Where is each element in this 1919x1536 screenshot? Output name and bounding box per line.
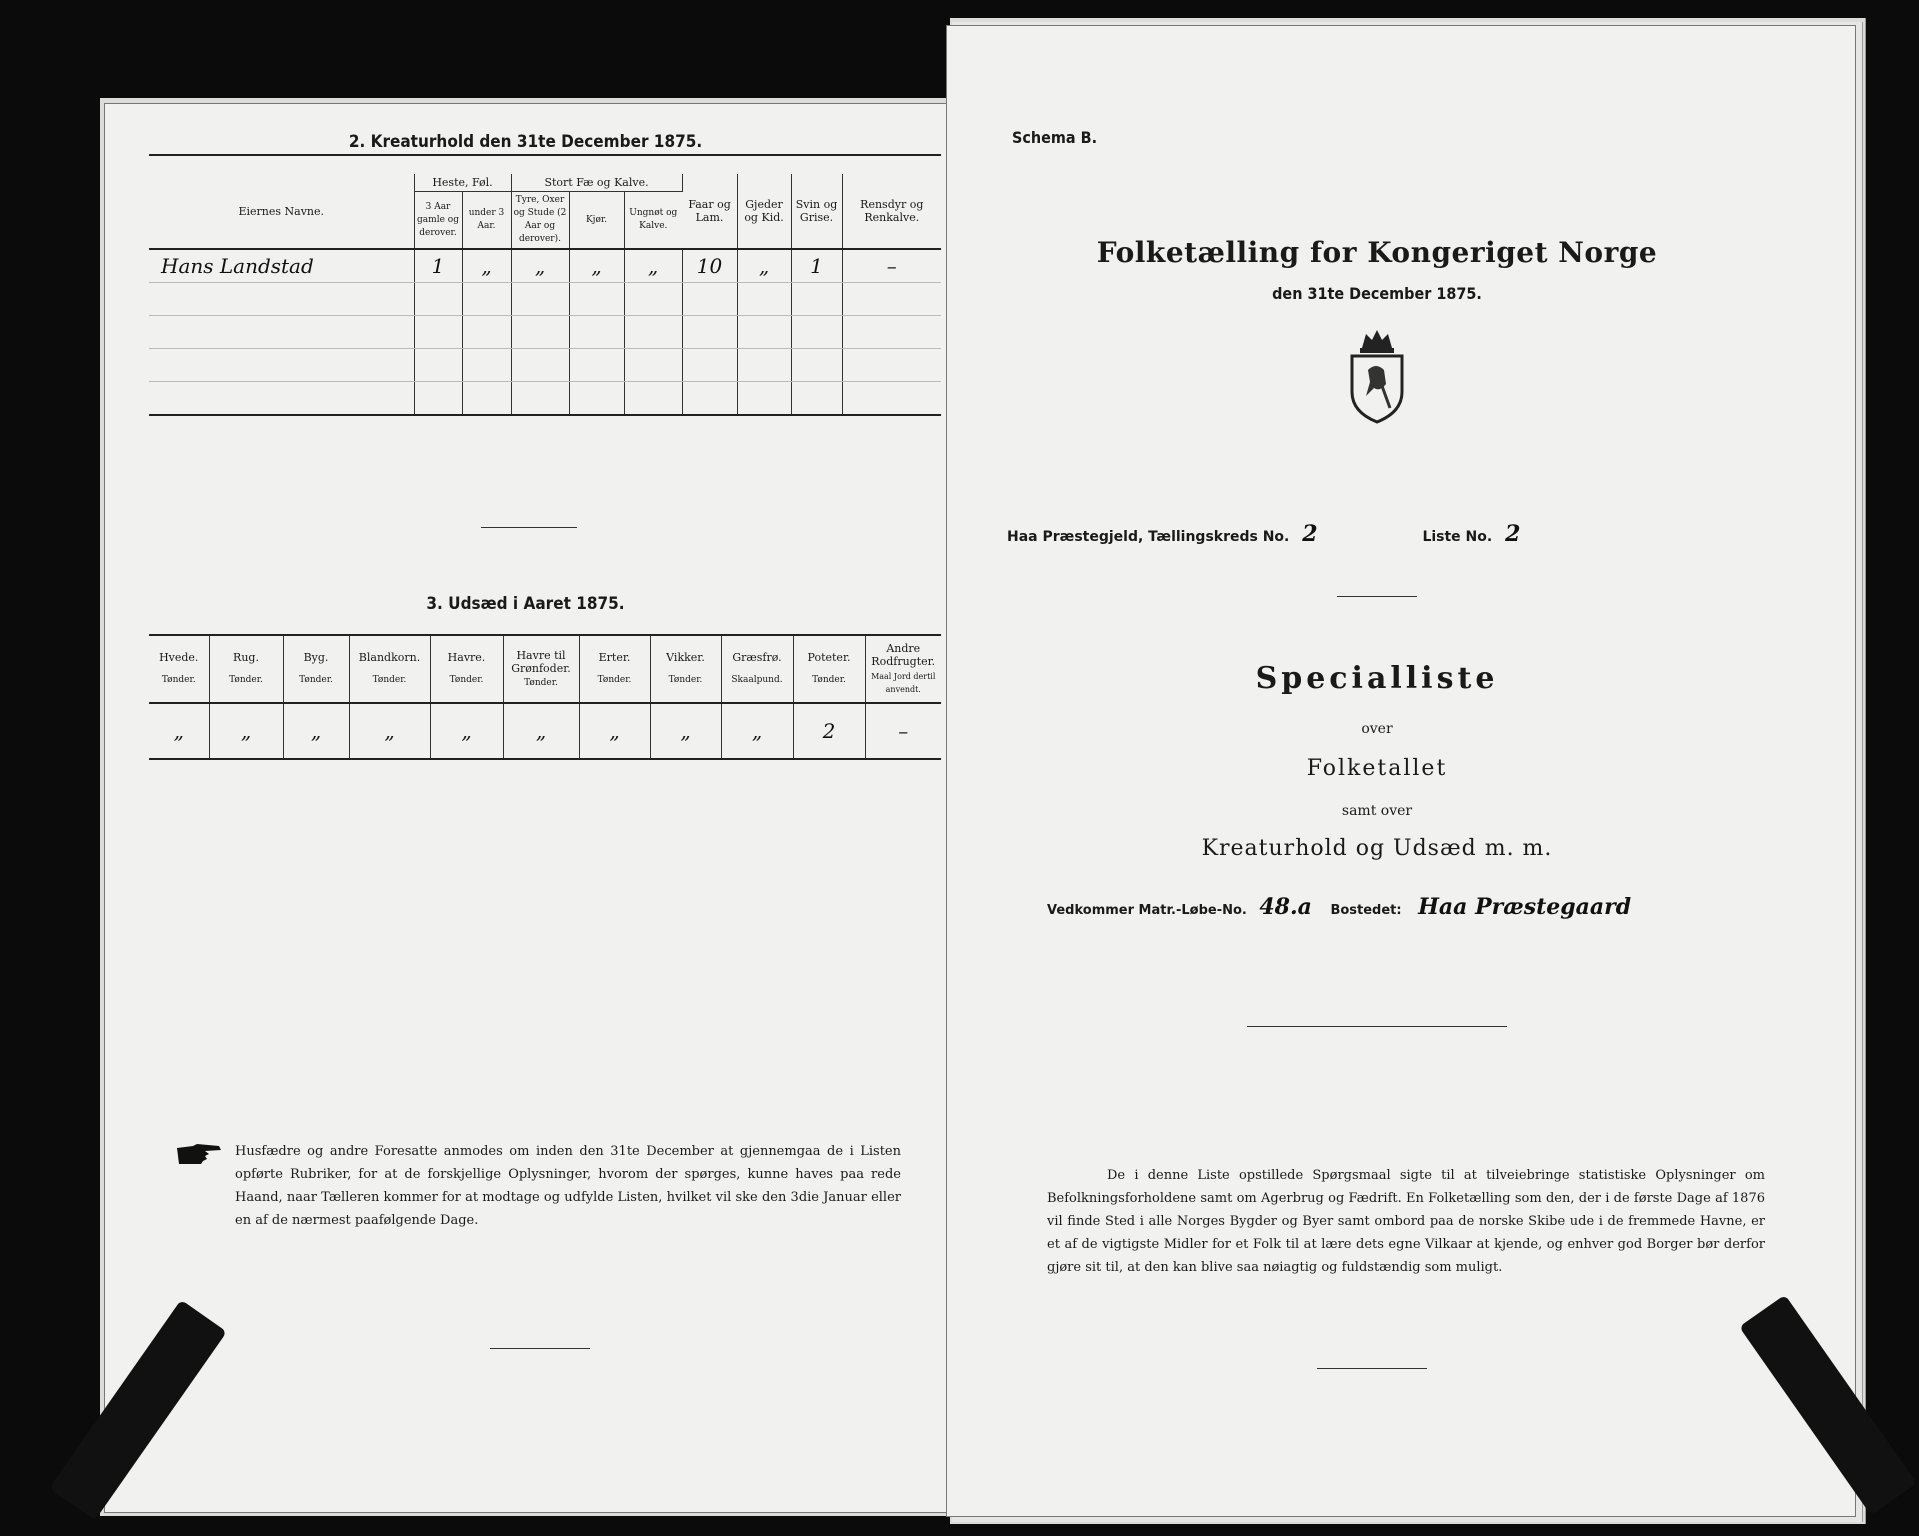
empty-row bbox=[149, 349, 941, 382]
bosted-label: Bostedet: bbox=[1330, 903, 1402, 918]
seed-unit: Tønder. bbox=[668, 675, 703, 685]
seed-col-havre-gronfoder: Havre til Grønfoder. bbox=[511, 648, 571, 675]
seed-col-poteter: Poteter. bbox=[807, 651, 851, 664]
prestegjeld-label: Præstegjeld, Tællingskreds No. bbox=[1042, 529, 1290, 545]
seed-col-andre: Andre Rodfrugter. bbox=[871, 642, 936, 668]
mid-rule bbox=[1247, 1026, 1507, 1027]
col-horses-young: under 3 Aar. bbox=[462, 192, 511, 250]
notice-text: Husfædre og andre Foresatte anmodes om inden den 31te December at gjennemgaa de i Listen opførte Rubriker, for at de forskjellige Oplysninger, hvorom der spørges, kunne haves paa rede Haand, naar Tælleren kommer for at modtage og udfylde Listen, hvilket vil ske den 3die Januar eller en af de nærmest paafølgende Dage. bbox=[235, 1144, 901, 1228]
seed-cell: „ bbox=[579, 703, 650, 759]
seed-cell-poteter: 2 bbox=[793, 703, 865, 759]
seed-unit: Tønder. bbox=[812, 675, 846, 685]
cell-cattle-young: „ bbox=[624, 249, 682, 283]
seed-col-byg: Byg. bbox=[303, 651, 329, 664]
cell-horses-young: „ bbox=[462, 249, 511, 283]
kreds-no: 2 bbox=[1302, 521, 1318, 547]
prestegjeld-value: Haa bbox=[1007, 529, 1038, 545]
right-page bbox=[947, 26, 1855, 1516]
seed-col-blandkorn: Blandkorn. bbox=[358, 651, 421, 664]
col-cattle-young: Ungnøt og Kalve. bbox=[624, 192, 682, 250]
col-cattle-group: Stort Fæ og Kalve. bbox=[511, 174, 682, 192]
col-reindeer-header: Rensdyr og Renkalve. bbox=[842, 174, 941, 249]
seed-cell: „ bbox=[209, 703, 283, 759]
col-sheep-header: Faar og Lam. bbox=[682, 174, 737, 249]
seed-cell: „ bbox=[283, 703, 349, 759]
seed-unit: Tønder. bbox=[524, 677, 558, 688]
section2-top-rule bbox=[149, 154, 941, 156]
col-horses-group: Heste, Føl. bbox=[414, 174, 511, 192]
folketallet-text: Folketallet bbox=[1306, 756, 1448, 781]
livestock-table bbox=[149, 174, 941, 416]
cell-cattle-cows: „ bbox=[569, 249, 624, 283]
seed-cell: „ bbox=[349, 703, 430, 759]
seed-row bbox=[149, 703, 941, 759]
matr-value: 48.a bbox=[1259, 894, 1312, 920]
section-divider bbox=[481, 527, 577, 528]
bottom-rule bbox=[490, 1348, 590, 1349]
empty-row bbox=[149, 283, 941, 316]
census-date: den 31te December 1875. bbox=[1272, 284, 1482, 303]
cell-pigs: 1 bbox=[791, 249, 842, 283]
seed-unit: Tønder. bbox=[372, 675, 407, 685]
cell-horses-old: 1 bbox=[414, 249, 462, 283]
col-horses-old: 3 Aar gamle og derover. bbox=[414, 192, 462, 250]
seed-col-vikker: Vikker. bbox=[666, 651, 705, 664]
seed-cell: „ bbox=[430, 703, 503, 759]
left-page bbox=[105, 104, 946, 1512]
col-pigs-header: Svin og Grise. bbox=[791, 174, 842, 249]
cell-reindeer: – bbox=[842, 249, 941, 283]
section2-title: 2. Kreaturhold den 31te December 1875. bbox=[348, 132, 703, 152]
seed-cell: – bbox=[865, 703, 941, 759]
seed-header-row bbox=[149, 635, 941, 703]
footer-text: De i denne Liste opstillede Spørgsmaal sigte til at tilveiebringe statistiske Oplysninger om Befolkningsforholdene samt om Agerbrug og Fædrift. En Folketælling som den, der i de første Dage af 1876 vil finde Sted i alle Norges Bygder og Byer samt ombord paa de norske Skibe ude i de fremmede Havne, er et af de vigtigste Midler for et Folk til at lære dets egne Vilkaar at kjende, og enhver god Borger bør derfor gjøre sit til, at den kan blive saa nøiagtig og fuldstændig som muligt. bbox=[1047, 1168, 1765, 1275]
seed-unit: Maal Jord dertil anvendt. bbox=[871, 672, 936, 694]
seed-unit: Tønder. bbox=[161, 675, 196, 685]
coat-of-arms-icon bbox=[1342, 326, 1412, 426]
over-text: over bbox=[1361, 721, 1393, 737]
seed-cell: „ bbox=[650, 703, 721, 759]
section3-title: 3. Udsæd i Aaret 1875. bbox=[426, 594, 625, 614]
seed-cell: „ bbox=[721, 703, 793, 759]
bosted-value: Haa Præstegaard bbox=[1418, 894, 1632, 920]
specialliste-heading: Specialliste bbox=[1255, 661, 1499, 696]
matr-label: Vedkommer Matr.-Løbe-No. bbox=[1047, 903, 1247, 918]
seed-unit: Tønder. bbox=[229, 675, 263, 685]
pointing-hand-icon bbox=[175, 1142, 223, 1166]
prestegjeld-line bbox=[1007, 521, 1777, 547]
footer-rule bbox=[1317, 1368, 1427, 1369]
seed-col-erter: Erter. bbox=[598, 651, 631, 664]
samt-over-text: samt over bbox=[1341, 803, 1413, 819]
liste-label: Liste No. bbox=[1422, 529, 1493, 545]
col-cattle-bulls: Tyre, Oxer og Stude (2 Aar og derover). bbox=[511, 192, 569, 250]
matr-line bbox=[1047, 894, 1807, 920]
seed-col-havre: Havre. bbox=[447, 651, 486, 664]
empty-row bbox=[149, 382, 941, 416]
col-owner-header: Eiernes Navne. bbox=[149, 174, 414, 249]
seed-unit: Tønder. bbox=[597, 675, 632, 685]
seed-col-graesfro: Græsfrø. bbox=[732, 651, 782, 664]
short-divider bbox=[1337, 596, 1417, 597]
census-title: Folketælling for Kongeriget Norge bbox=[1096, 236, 1658, 269]
seed-col-rug: Rug. bbox=[233, 651, 259, 664]
seed-cell: „ bbox=[149, 703, 209, 759]
livestock-row bbox=[149, 249, 941, 283]
seed-unit: Tønder. bbox=[299, 675, 333, 685]
cell-goats: „ bbox=[737, 249, 791, 283]
cell-cattle-bulls: „ bbox=[511, 249, 569, 283]
seed-unit: Skaalpund. bbox=[731, 675, 783, 685]
col-goats-header: Gjeder og Kid. bbox=[737, 174, 791, 249]
seed-unit: Tønder. bbox=[449, 675, 484, 685]
empty-row bbox=[149, 316, 941, 349]
cell-sheep: 10 bbox=[682, 249, 737, 283]
liste-no: 2 bbox=[1505, 521, 1521, 547]
kreaturhold-text: Kreaturhold og Udsæd m. m. bbox=[1201, 836, 1553, 861]
seed-table bbox=[149, 634, 941, 760]
seed-cell: „ bbox=[503, 703, 579, 759]
seed-col-hvede: Hvede. bbox=[159, 651, 199, 664]
col-cattle-cows: Kjør. bbox=[569, 192, 624, 250]
schema-label: Schema B. bbox=[1012, 128, 1098, 147]
owner-name: Hans Landstad bbox=[149, 249, 414, 283]
